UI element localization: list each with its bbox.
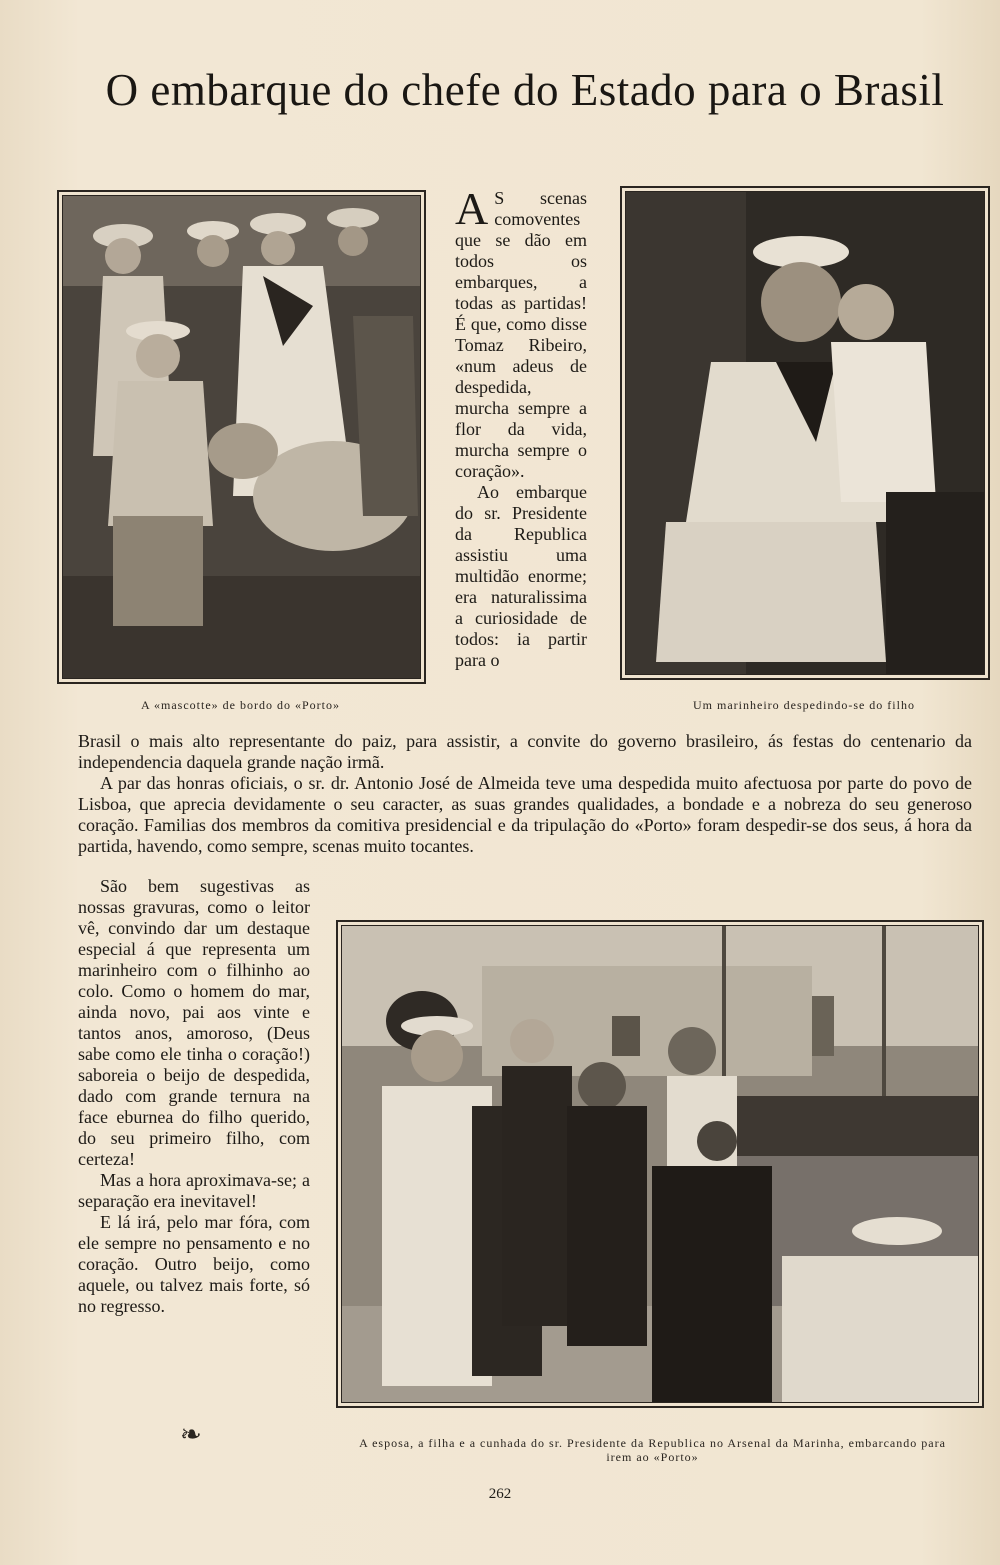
article-paragraph-7: E lá irá, pelo mar fóra, com ele sempre no pensamento e no coração. Outro beijo, como aquele, ou talvez mais forte, só no regresso. xyxy=(78,1212,310,1316)
ornament-icon: ❧ xyxy=(180,1420,202,1450)
photo-mascot xyxy=(62,195,421,679)
article-paragraph-3: Brasil o mais alto representante do paiz, para assistir, a convite do governo brasileiro, ás festas do centenario da independencia daquela grande nação irmã. xyxy=(78,731,972,772)
page-title: O embarque do chefe do Estado para o Brasil xyxy=(105,65,945,115)
photo-arsenal-frame xyxy=(336,920,984,1408)
photo-mascot-image xyxy=(63,196,421,679)
article-wide-text xyxy=(78,731,972,857)
article-paragraph-4: A par das honras oficiais, o sr. dr. Antonio José de Almeida teve uma despedida muito afectuosa por parte do povo de Lisboa, que aprecia devidamente o seu caracter, as suas grandes qualidades, a bondade e a nobreza do seu generoso coração. Familias dos membros da comitiva presidencial e da tripulação do «Porto» foram despedir-se dos seus, á hora da partida, havendo, como sempre, scenas muito tocantes. xyxy=(78,773,972,856)
photo-mascot-frame xyxy=(57,190,426,684)
photo-mascot-caption: A «mascotte» de bordo do «Porto» xyxy=(141,698,340,712)
article-paragraph-6: Mas a hora aproximava-se; a separação era inevitavel! xyxy=(78,1170,310,1211)
page-number: 262 xyxy=(488,1486,512,1502)
article-paragraph-1: S scenas comoventes que se dão em todos os embarques, a todas as partidas! É que, como disse Tomaz Ribeiro, «num adeus de despedida, murcha sempre a flor da vida, murcha sempre o coração». xyxy=(455,188,587,481)
photo-arsenal xyxy=(341,925,979,1403)
photo-sailor-frame xyxy=(620,186,990,680)
article-paragraph-2: Ao embarque do sr. Presidente da Republica assistiu uma multidão enorme; era naturalissima a curiosidade de todos: ia partir para o xyxy=(455,482,587,670)
article-paragraph-5: São bem sugestivas as nossas gravuras, como o leitor vê, convindo dar um destaque especial á que representa um marinheiro com o filhinho ao colo. Como o homem do mar, ainda novo, pai aos vinte e tantos anos, amoroso, (Deus sabe como ele tinha o coração!) saboreia o beijo de despedida, dado com grande ternura na face eburnea do filho querido, do seu primeiro filho, com certeza! xyxy=(78,876,310,1169)
photo-arsenal-image xyxy=(342,926,979,1403)
photo-sailor-image xyxy=(626,192,985,675)
photo-sailor-caption: Um marinheiro despedindo-se do filho xyxy=(693,698,915,712)
photo-arsenal-caption: A esposa, a filha e a cunhada do sr. Presidente da Republica no Arsenal da Marinha, embarcando para irem ao «Porto» xyxy=(359,1436,946,1464)
photo-sailor xyxy=(625,191,985,675)
article-narrow-column xyxy=(455,183,587,671)
drop-cap: A xyxy=(455,183,489,234)
article-left-column xyxy=(78,876,310,1317)
